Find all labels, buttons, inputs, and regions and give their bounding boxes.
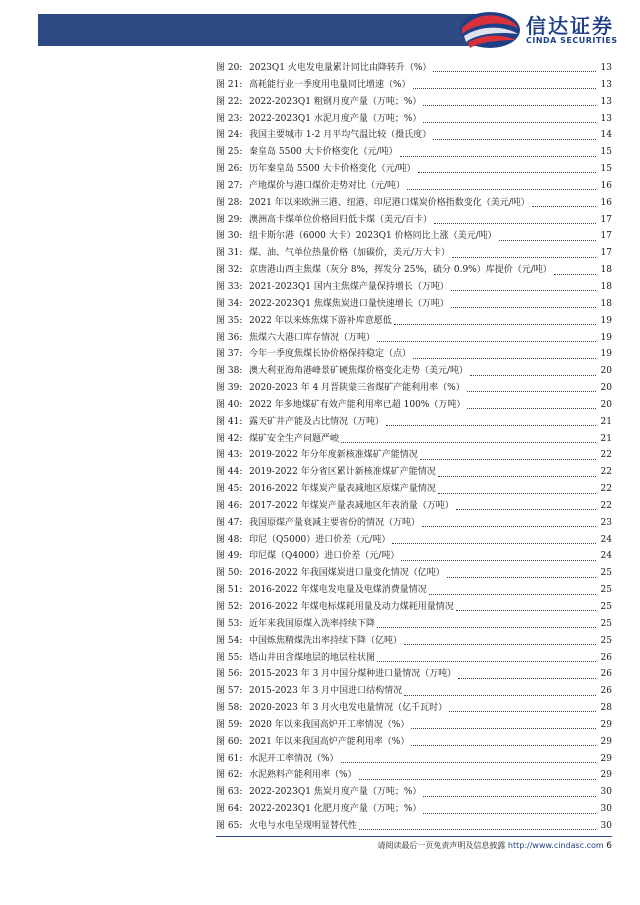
figure-label: 图 64:: [216, 804, 243, 815]
toc-entry[interactable]: [216, 599, 612, 616]
figure-label: 图 24:: [216, 130, 243, 141]
toc-entry[interactable]: [216, 414, 612, 431]
toc-entry[interactable]: [216, 380, 612, 397]
figure-label: 图 60:: [216, 736, 243, 747]
figure-title: 2015-2023 年 3 月中国分煤种进口量情况（万吨）: [249, 669, 457, 680]
figure-title: 2019-2022 年分省区累计新核准煤矿产能情况: [249, 467, 436, 478]
figure-label: 图 49:: [216, 551, 243, 562]
figure-title: 2023Q1 火电发电量累计同比由降转升（%）: [249, 63, 432, 73]
figure-title: 2015-2023 年 3 月中国进口结构情况: [249, 686, 403, 697]
footer-url[interactable]: http://www.cindasc.com: [507, 841, 604, 850]
figure-page: 19: [600, 315, 612, 326]
figure-title: 高耗能行业一季度用电量同比增速（%）: [249, 79, 411, 90]
toc-entry[interactable]: [216, 279, 612, 296]
brand-name-en: CINDA SECURITIES: [526, 36, 618, 45]
figure-page: 15: [600, 147, 612, 158]
figure-title: 2022-2023Q1 化肥月度产量（万吨；%）: [249, 804, 422, 815]
dot-leader: [411, 744, 596, 746]
figure-page: 24: [600, 534, 612, 545]
figure-page: 28: [600, 703, 612, 714]
figure-page: 14: [600, 130, 612, 141]
toc-entry[interactable]: [216, 683, 612, 700]
figure-label: 图 28:: [216, 197, 243, 208]
figure-title: 2022 年多地煤矿有效产能利用率已超 100%（万吨）: [249, 399, 466, 410]
figure-label: 图 65:: [216, 820, 243, 831]
dot-leader: [449, 710, 596, 712]
figure-title: 今年一季度焦煤长协价格保持稳定（点）: [249, 349, 412, 360]
toc-entry[interactable]: [216, 161, 612, 178]
toc-entry[interactable]: [216, 717, 612, 734]
figure-title: 纽卡斯尔港（6000 大卡）2023Q1 价格同比上涨（美元/吨）: [249, 231, 497, 242]
figure-title: 澳洲高卡煤单位价格回归低卡煤（美元/百卡）: [249, 214, 433, 225]
figure-label: 图 52:: [216, 602, 243, 612]
figure-page: 26: [600, 686, 612, 697]
dot-leader: [452, 256, 596, 258]
toc-entry[interactable]: [216, 481, 612, 498]
figure-label: 图 47:: [216, 517, 243, 528]
dot-leader: [377, 660, 596, 662]
dot-leader: [438, 492, 596, 494]
dot-leader: [554, 273, 596, 275]
figure-title: 印尼（Q5000）进口价差（元/吨）: [249, 534, 391, 545]
dot-leader: [413, 357, 596, 359]
figure-label: 图 29:: [216, 214, 243, 225]
dot-leader: [377, 626, 596, 628]
dot-leader: [447, 576, 596, 578]
header-band: [38, 14, 478, 46]
dot-leader: [400, 155, 596, 157]
brand-name-cn: 信达证券: [526, 14, 614, 38]
dot-leader: [341, 441, 596, 443]
figure-title: 我国主要城市 1-2 月平均气温比较（摄氏度）: [249, 130, 432, 141]
figure-label: 图 58:: [216, 703, 243, 714]
figure-label: 图 23:: [216, 113, 243, 124]
footer-disclaimer: 请阅读最后一页免责声明及信息披露: [377, 841, 506, 850]
figure-label: 图 57:: [216, 686, 243, 697]
figure-label: 图 45:: [216, 484, 243, 495]
figure-title: 2022-2023Q1 水泥月度产量（万吨；%）: [249, 113, 422, 124]
figure-label: 图 27:: [216, 180, 243, 191]
figure-page: 22: [600, 450, 612, 461]
figure-label: 图 35:: [216, 315, 243, 326]
figure-title: 2021-2023Q1 国内主焦煤产量保持增长（万吨）: [249, 281, 449, 292]
dot-leader: [407, 188, 596, 190]
figure-page: 24: [600, 551, 612, 562]
dot-leader: [433, 70, 596, 72]
dot-leader: [429, 593, 596, 595]
figure-index: [216, 60, 612, 835]
toc-entry[interactable]: [216, 767, 612, 784]
figure-title: 水泥开工率情况（%）: [249, 753, 339, 764]
toc-entry[interactable]: [216, 212, 612, 229]
toc-entry[interactable]: [216, 363, 612, 380]
figure-page: 19: [600, 349, 612, 360]
dot-leader: [451, 289, 596, 291]
figure-page: 29: [600, 719, 612, 730]
figure-title: 产地煤价与港口煤价走势对比（元/吨）: [249, 180, 406, 191]
dot-leader: [377, 340, 596, 342]
dot-leader: [401, 559, 596, 561]
figure-label: 图 33:: [216, 281, 243, 292]
figure-label: 图 38:: [216, 366, 243, 377]
figure-page: 13: [600, 63, 612, 73]
figure-page: 29: [600, 736, 612, 747]
figure-page: 23: [600, 517, 612, 528]
dot-leader: [423, 812, 596, 814]
toc-entry[interactable]: [216, 127, 612, 144]
toc-entry[interactable]: [216, 650, 612, 667]
toc-entry[interactable]: [216, 94, 612, 111]
figure-page: 25: [600, 635, 612, 646]
toc-entry[interactable]: [216, 330, 612, 347]
figure-title: 2016-2022 年煤电发电量及电煤消费量情况: [249, 585, 427, 596]
toc-entry[interactable]: [216, 397, 612, 414]
figure-page: 13: [600, 79, 612, 90]
figure-title: 露天矿井产能及占比情况（万吨）: [249, 416, 385, 427]
toc-entry[interactable]: [216, 818, 612, 835]
toc-entry[interactable]: [216, 431, 612, 448]
figure-title: 历年秦皇岛 5500 大卡价格变化（元/吨）: [249, 164, 416, 175]
page-number: 6: [606, 841, 612, 851]
figure-label: 图 44:: [216, 467, 243, 478]
figure-label: 图 36:: [216, 332, 243, 343]
figure-page: 18: [600, 298, 612, 309]
figure-page: 21: [600, 416, 612, 427]
footer-divider: [216, 836, 612, 837]
toc-entry[interactable]: [216, 313, 612, 330]
figure-title: 近年来我国原煤入洗率持续下降: [249, 618, 376, 629]
toc-entry[interactable]: [216, 801, 612, 818]
figure-label: 图 25:: [216, 147, 243, 158]
dot-leader: [359, 778, 596, 780]
figure-page: 26: [600, 669, 612, 680]
toc-entry[interactable]: [216, 228, 612, 245]
toc-entry[interactable]: [216, 616, 612, 633]
toc-entry[interactable]: [216, 633, 612, 650]
dot-leader: [423, 104, 596, 106]
figure-page: 22: [600, 500, 612, 511]
figure-title: 2021 年以来我国高炉产能利用率（%）: [249, 736, 410, 747]
dot-leader: [418, 171, 596, 173]
toc-entry[interactable]: [216, 498, 612, 515]
figure-label: 图 22:: [216, 96, 243, 107]
figure-title: 2020-2023 年 3 月火电发电量情况（亿千瓦时）: [249, 703, 448, 714]
toc-entry[interactable]: [216, 666, 612, 683]
figure-title: 塔山井田含煤地层的地层柱状图: [249, 652, 376, 663]
figure-label: 图 26:: [216, 164, 243, 175]
figure-page: 30: [600, 804, 612, 815]
figure-title: 京唐港山西主焦煤（灰分 8%，挥发分 25%，硫分 0.9%）库提价（元/吨）: [249, 265, 552, 276]
figure-label: 图 21:: [216, 79, 243, 90]
figure-title: 印尼煤（Q4000）进口价差（元/吨）: [249, 551, 400, 562]
toc-entry[interactable]: [216, 532, 612, 549]
figure-label: 图 34:: [216, 298, 243, 309]
figure-title: 2022-2023Q1 粗钢月度产量（万吨；%）: [249, 96, 422, 107]
dot-leader: [456, 508, 596, 510]
figure-label: 图 40:: [216, 399, 243, 410]
figure-label: 图 32:: [216, 265, 243, 276]
figure-title: 2022 年以来炼焦煤下游补库意愿低: [249, 315, 392, 326]
toc-entry[interactable]: [216, 178, 612, 195]
dot-leader: [456, 609, 596, 611]
figure-title: 煤、油、气单位热量价格（加碳价，美元/万大卡）: [249, 248, 451, 259]
dot-leader: [392, 542, 596, 544]
dot-leader: [413, 87, 596, 89]
figure-title: 2016-2022 年煤炭产量表减地区原煤产量情况: [249, 484, 436, 495]
figure-page: 25: [600, 618, 612, 629]
figure-page: 25: [600, 568, 612, 579]
toc-entry[interactable]: [216, 144, 612, 161]
figure-label: 图 46:: [216, 500, 243, 511]
figure-page: 22: [600, 467, 612, 478]
figure-label: 图 51:: [216, 585, 243, 596]
dot-leader: [499, 239, 596, 241]
figure-page: 16: [600, 197, 612, 208]
figure-title: 2022-2023Q1 焦炭月度产量（万吨；%）: [249, 787, 422, 798]
dot-leader: [470, 374, 596, 376]
toc-entry[interactable]: [216, 296, 612, 313]
figure-page: 21: [600, 433, 612, 444]
figure-label: 图 56:: [216, 669, 243, 680]
dot-leader: [434, 222, 596, 224]
cinda-logo: [458, 8, 628, 52]
toc-entry[interactable]: [216, 262, 612, 279]
dot-leader: [394, 323, 596, 325]
toc-entry[interactable]: [216, 548, 612, 565]
figure-title: 2020-2023 年 4 月晋陕蒙三省煤矿产能利用率（%）: [249, 383, 465, 394]
figure-page: 26: [600, 652, 612, 663]
figure-label: 图 54:: [216, 635, 243, 646]
toc-entry[interactable]: [216, 751, 612, 768]
figure-page: 29: [600, 753, 612, 764]
toc-entry[interactable]: [216, 734, 612, 751]
figure-page: 18: [600, 281, 612, 292]
figure-page: 25: [600, 585, 612, 596]
figure-title: 火电与水电呈现明显替代性: [249, 820, 358, 831]
figure-title: 我国原煤产量衰减主要省份的情况（万吨）: [249, 517, 421, 528]
toc-entry[interactable]: [216, 111, 612, 128]
cinda-logo-icon: [458, 8, 522, 52]
figure-label: 图 59:: [216, 719, 243, 730]
dot-leader: [438, 475, 596, 477]
dot-leader: [433, 138, 596, 140]
toc-entry[interactable]: [216, 464, 612, 481]
figure-title: 2022-2023Q1 焦煤焦炭进口量快速增长（万吨）: [249, 298, 449, 309]
toc-entry[interactable]: [216, 195, 612, 212]
figure-title: 澳大利亚海角港峰景矿硬焦煤价格变化走势（美元/吨）: [249, 366, 469, 377]
toc-entry[interactable]: [216, 565, 612, 582]
figure-label: 图 53:: [216, 618, 243, 629]
dot-leader: [411, 727, 596, 729]
figure-title: 2016-2022 年我国煤炭进口量变化情况（亿吨）: [249, 568, 445, 579]
figure-label: 图 55:: [216, 652, 243, 663]
dot-leader: [404, 694, 596, 696]
dot-leader: [467, 407, 596, 409]
figure-label: 图 20:: [216, 63, 243, 73]
figure-label: 图 30:: [216, 231, 243, 242]
footer: [377, 840, 612, 851]
figure-label: 图 39:: [216, 383, 243, 394]
figure-title: 2020 年以来我国高炉开工率情况（%）: [249, 719, 410, 730]
figure-page: 20: [600, 383, 612, 394]
figure-title: 2017-2022 年煤炭产量表减地区年表消量（万吨）: [249, 500, 454, 511]
dot-leader: [423, 795, 596, 797]
figure-page: 29: [600, 770, 612, 781]
figure-page: 17: [600, 248, 612, 259]
dot-leader: [420, 458, 596, 460]
figure-page: 25: [600, 602, 612, 612]
figure-page: 19: [600, 332, 612, 343]
toc-entry[interactable]: [216, 77, 612, 94]
figure-page: 13: [600, 113, 612, 124]
toc-entry[interactable]: [216, 346, 612, 363]
dot-leader: [423, 121, 596, 123]
figure-label: 图 50:: [216, 568, 243, 579]
figure-label: 图 37:: [216, 349, 243, 360]
figure-page: 16: [600, 180, 612, 191]
dot-leader: [359, 828, 596, 830]
toc-entry[interactable]: [216, 245, 612, 262]
dot-leader: [404, 643, 596, 645]
toc-entry[interactable]: [216, 515, 612, 532]
dot-leader: [532, 205, 596, 207]
dot-leader: [458, 677, 596, 679]
figure-page: 22: [600, 484, 612, 495]
figure-label: 图 63:: [216, 787, 243, 798]
figure-page: 13: [600, 96, 612, 107]
figure-label: 图 61:: [216, 753, 243, 764]
toc-entry[interactable]: [216, 784, 612, 801]
dot-leader: [341, 761, 596, 763]
figure-title: 中国炼焦精煤洗出率持续下降（亿吨）: [249, 635, 403, 646]
figure-title: 水泥熟料产能利用率（%）: [249, 770, 357, 781]
toc-entry[interactable]: [216, 700, 612, 717]
figure-title: 焦煤六大港口库存情况（万吨）: [249, 332, 376, 343]
dot-leader: [451, 306, 596, 308]
figure-page: 17: [600, 214, 612, 225]
figure-title: 秦皇岛 5500 大卡价格变化（元/吨）: [249, 147, 398, 158]
figure-page: 20: [600, 366, 612, 377]
figure-label: 图 62:: [216, 770, 243, 781]
figure-label: 图 43:: [216, 450, 243, 461]
figure-title: 2021 年以来欧洲三港、纽港、印尼港口煤炭价格指数变化（美元/吨）: [249, 197, 530, 208]
dot-leader: [467, 390, 596, 392]
figure-title: 2019-2022 年分年度新核准煤矿产能情况: [249, 450, 418, 461]
figure-label: 图 31:: [216, 248, 243, 259]
figure-page: 15: [600, 164, 612, 175]
dot-leader: [386, 424, 596, 426]
dot-leader: [422, 525, 596, 527]
figure-page: 18: [600, 265, 612, 276]
figure-label: 图 41:: [216, 416, 243, 427]
figure-title: 煤矿安全生产问题严峻: [249, 433, 340, 444]
figure-page: 30: [600, 787, 612, 798]
figure-page: 30: [600, 820, 612, 831]
figure-title: 2016-2022 年煤电标煤耗用量及动力煤耗用量情况: [249, 602, 454, 612]
figure-label: 图 48:: [216, 534, 243, 545]
figure-page: 17: [600, 231, 612, 242]
figure-page: 20: [600, 399, 612, 410]
toc-entry[interactable]: [216, 60, 612, 77]
toc-entry[interactable]: [216, 582, 612, 599]
toc-entry[interactable]: [216, 447, 612, 464]
figure-label: 图 42:: [216, 433, 243, 444]
